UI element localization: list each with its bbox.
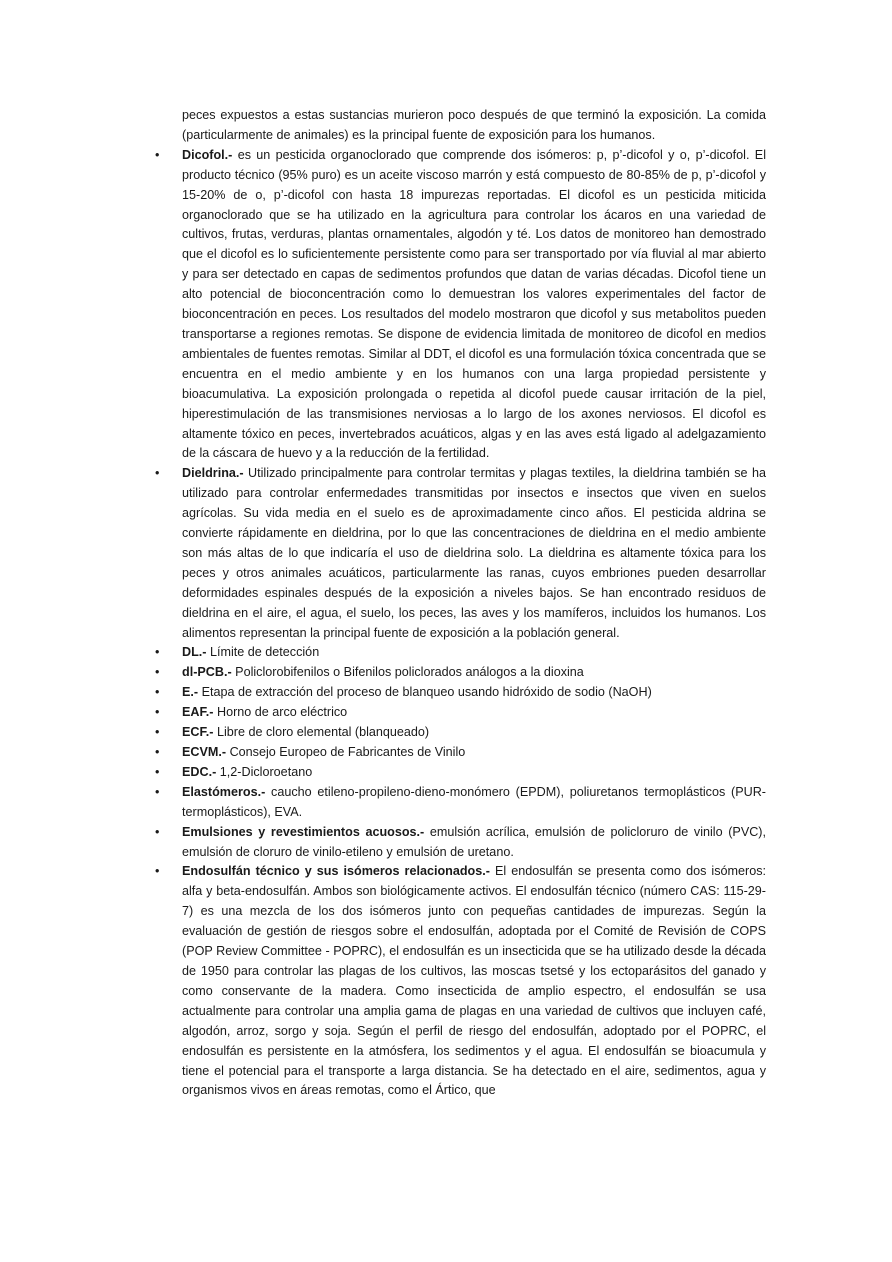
glossary-definition: 1,2-Dicloroetano	[216, 764, 313, 779]
glossary-entry	[155, 146, 766, 465]
bullet-icon: •	[155, 725, 160, 740]
glossary-entry	[155, 703, 766, 723]
glossary-definition: emulsión acrílica, emulsión de policloruro de vinilo (PVC), emulsión de cloruro de vinilo-etileno y emulsión de uretano.	[182, 824, 767, 859]
glossary-term: EDC.-	[182, 764, 217, 779]
glossary-term: Emulsiones y revestimientos acuosos.-	[182, 824, 425, 839]
glossary-term: Elastómeros.-	[182, 784, 266, 799]
glossary-entry	[155, 643, 766, 663]
document-body	[155, 106, 767, 1101]
bullet-icon: •	[155, 685, 160, 700]
glossary-term: EAF.-	[182, 705, 214, 720]
bullet-icon: •	[155, 784, 160, 799]
glossary-entry	[155, 663, 766, 683]
glossary-definition: Límite de detección	[206, 645, 320, 660]
bullet-icon: •	[155, 864, 160, 879]
glossary-term: E.-	[182, 685, 199, 700]
glossary-term: Dicofol.-	[182, 147, 233, 162]
glossary-term: ECF.-	[182, 725, 214, 740]
bullet-icon: •	[155, 764, 160, 779]
glossary-entry	[155, 862, 766, 1101]
bullet-icon: •	[155, 665, 160, 680]
glossary-entry	[155, 763, 766, 783]
glossary-definition: El endosulfán se presenta como dos isómeros: alfa y beta-endosulfán. Ambos son biológicamente activos. El endosulfán técnico (número CAS: 115-29-7) es una mezcla de los dos isómeros junto con pequeñas cantidades de impurezas. Según la evaluación de gestión de riesgos sobre el endosulfán, adoptada por el Comité de Revisión de COPS (POP Review Committee - POPRC), el endosulfán es un insecticida que se ha utilizado desde la década de 1950 para controlar las plagas de los cultivos, las moscas tsetsé y los ectoparásitos del ganado y como conservante de la madera. Como insecticida de amplio espectro, el endosulfán se usa actualmente para controlar una amplia gama de plagas en una variedad de cultivos que incluyen café, algodón, arroz, sorgo y soja. Según el perfil de riesgo del endosulfán, adoptado por el POPRC, el endosulfán es persistente en la atmósfera, los sedimentos y el agua. El endosulfán se bioacumula y tiene el potencial para el transporte a larga distancia. Se ha detectado en el aire, sedimentos, agua y organismos vivos en áreas remotas, como el Ártico, que	[182, 864, 766, 1098]
bullet-icon: •	[155, 705, 160, 720]
glossary-definition: caucho etileno-propileno-dieno-monómero (EPDM), poliuretanos termoplásticos (PUR-termoplásticos), EVA.	[182, 784, 766, 819]
bullet-icon: •	[155, 466, 160, 481]
bullet-icon: •	[155, 824, 160, 839]
glossary-entry	[155, 743, 766, 763]
glossary-entry	[155, 683, 766, 703]
glossary-term: Endosulfán técnico y sus isómeros relacionados.-	[182, 864, 490, 879]
intro-paragraph: peces expuestos a estas sustancias murieron poco después de que terminó la exposición. La comida (particularmente de animales) es la principal fuente de exposición para los humanos.	[182, 108, 766, 142]
glossary-definition: Consejo Europeo de Fabricantes de Vinilo	[226, 745, 466, 759]
glossary-definition: Policlorobifenilos o Bifenilos policlorados análogos a la dioxina	[231, 665, 584, 680]
glossary-definition: Libre de cloro elemental (blanqueado)	[213, 725, 430, 740]
bullet-icon: •	[155, 645, 160, 660]
glossary-list	[155, 146, 767, 1102]
glossary-entry	[155, 464, 766, 643]
glossary-entry	[155, 723, 766, 743]
bullet-icon: •	[155, 147, 160, 162]
glossary-definition: es un pesticida organoclorado que comprende dos isómeros: p, p’-dicofol y o, p’-dicofol. El producto técnico (95% puro) es un aceite viscoso marrón y está compuesto de 80-85% de p, p’-dicofol y 15-20% de o, p’-dicofol con hasta 18 impurezas reportadas. El dicofol es un pesticida miticida organoclorado que se ha utilizado en la agricultura para controlar los ácaros en una variedad de cultivos, frutas, verduras, plantas ornamentales, algodón y té. Los datos de monitoreo han demostrado que el dicofol es lo suficientemente persistente como para ser transportado por vía fluvial al mar abierto y para ser detectado en capas de sedimentos profundos que datan de varias décadas. Dicofol tiene un alto potencial de bioconcentración como lo demuestran los valores experimentales del factor de bioconcentración en peces. Los resultados del modelo mostraron que dicofol y sus metabolitos pueden transportarse a regiones remotas. Se dispone de evidencia limitada de monitoreo de dicofol en medios ambientales de fuentes remotas. Similar al DDT, el dicofol es una formulación tóxica concentrada que se encuentra en el medio ambiente y en los humanos con una larga propiedad persistente y bioacumulativa. La exposición prolongada o repetida al dicofol puede causar irritación de la piel, hiperestimulación de las transmisiones nerviosas a lo largo de los axones nerviosos. El dicofol es altamente tóxico en peces, invertebrados acuáticos, algas y en las aves está ligado al adelgazamiento de la cáscara de huevo y a la reducción de la fertilidad.	[182, 147, 766, 461]
bullet-icon: •	[155, 745, 160, 759]
glossary-term: Dieldrina.-	[182, 466, 244, 481]
glossary-definition: Etapa de extracción del proceso de blanqueo usando hidróxido de sodio (NaOH)	[198, 685, 652, 700]
glossary-definition: Horno de arco eléctrico	[213, 705, 348, 720]
glossary-term: dl-PCB.-	[182, 665, 232, 680]
glossary-term: DL.-	[182, 645, 207, 660]
glossary-definition: Utilizado principalmente para controlar termitas y plagas textiles, la dieldrina también se ha utilizado para controlar enfermedades transmitidas por insectos e insectos que viven en suelos agrícolas. Su vida media en el suelo es de aproximadamente cinco años. El pesticida aldrina se convierte rápidamente en dieldrina, por lo que las concentraciones de dieldrina en el medio ambiente son más altas de lo que indicaría el uso de dieldrina solo. La dieldrina es altamente tóxica para los peces y otros animales acuáticos, particularmente las ranas, cuyos embriones pueden desarrollar deformidades espinales después de la exposición a niveles bajos. Se han encontrado residuos de dieldrina en el aire, el agua, el suelo, los peces, las aves y los mamíferos, incluidos los humanos. Los alimentos representan la principal fuente de exposición a la población general.	[182, 466, 766, 640]
glossary-entry	[155, 823, 767, 863]
glossary-term: ECVM.-	[182, 745, 227, 759]
glossary-entry	[155, 783, 766, 823]
